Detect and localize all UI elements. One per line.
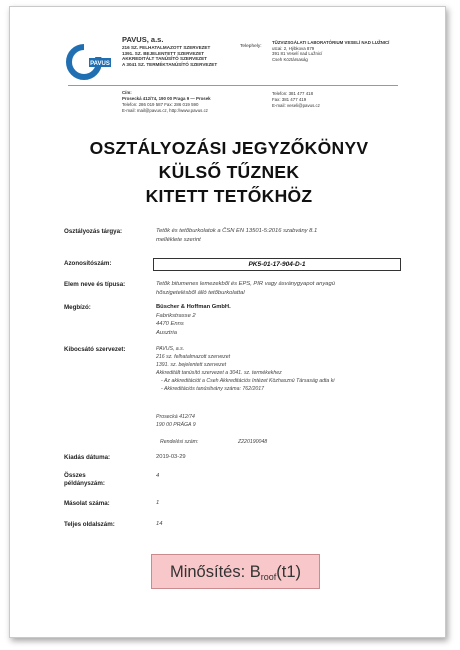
- company-line: 1391. SZ. BEJELENTETT SZERVEZET: [122, 50, 205, 56]
- subject-line: melléklete szerint: [156, 236, 201, 243]
- title-line-3: KITETT TETŐKHÖZ: [145, 186, 313, 206]
- subject-line: Tetők és tetőburkolatok a ČSN EN 13501-5:2016 szabvány 8.1: [156, 228, 318, 234]
- lab-block: [272, 40, 402, 62]
- id-label: Azonosítószám:: [64, 260, 112, 267]
- classification-suffix: (t1): [276, 563, 302, 581]
- client-line: 4470 Enns: [156, 321, 184, 327]
- item-line: Tetők bitumenes lemezekből és EPS, PIR vagy ásványgyapot anyagú: [156, 281, 335, 287]
- date-value: 2019-03-29: [156, 454, 186, 460]
- contact-line: Telefon: 286 019 587 Fax: 286 019 590: [122, 102, 199, 107]
- company-line: AKKREDITÁLT TANÚSÍTÓ SZERVEZET: [122, 56, 207, 62]
- item-value: [156, 280, 401, 297]
- issuer-value: [156, 345, 401, 393]
- document-page: [9, 6, 446, 638]
- subject-label: Osztályozás tárgya:: [64, 228, 123, 235]
- client-line: Ausztria: [156, 329, 177, 336]
- company-name: PAVUS, a.s.: [122, 35, 164, 44]
- issuer-line: PAVUS, a.s.: [156, 346, 185, 352]
- copy-number-value: 1: [156, 500, 160, 506]
- contact-line: Prosecká 412/74, 190 00 Praga 9 — Prosek: [122, 96, 211, 101]
- company-header: [122, 35, 292, 67]
- issuer-line: - Akkreditációs tanúsítvány száma: 762/2017: [161, 386, 265, 392]
- order-label: Rendelési szám:: [160, 439, 199, 445]
- company-line: 216 SZ. FELHATALMAZOTT SZERVEZET: [122, 45, 211, 50]
- contact-line: Telefon: 381 477 418: [272, 91, 314, 96]
- pages-value: 14: [156, 521, 163, 527]
- classification-sub: roof: [260, 572, 277, 582]
- issuer-address: [156, 413, 401, 429]
- contact-left: [122, 90, 292, 114]
- contact-line: Cím:: [122, 90, 132, 95]
- lab-address-line: utcai: 2, Hýbkova 879: [272, 45, 315, 51]
- copies-label-line: Összes: [64, 472, 86, 479]
- issuer-line: 216 sz. felhatalmazott szervezet: [156, 354, 231, 360]
- client-label: Megbízó:: [64, 304, 91, 311]
- lab-name: TŰZVIZSGÁLATI LABORATÓRIUM VESELÍ NAD LUŽNICÍ: [272, 40, 390, 45]
- pages-label: Teljes oldalszám:: [64, 521, 115, 528]
- client-line: Fabrikstrasse 2: [156, 312, 196, 319]
- company-line: A 3041 SZ. TERMÉKTANÚSÍTÓ SZERVEZET: [122, 61, 218, 67]
- item-label: Elem neve és típusa:: [64, 281, 126, 288]
- title-line-1: OSZTÁLYOZÁSI JEGYZŐKÖNYV: [89, 138, 369, 158]
- copy-number-label: Másolat száma:: [64, 500, 110, 507]
- issuer-address-line: 190 00 PRÁGA 9: [156, 422, 196, 428]
- issuer-line: Akkreditált tanúsító szervezet a 3041. sz. termékekhez: [156, 370, 282, 376]
- issuer-line: - Az akkreditációt a Cseh Akkreditációs Intézet Közhasznú Társaság adta ki: [161, 378, 335, 384]
- lab-address-line: Cseh Köztársaság: [272, 56, 308, 62]
- order-value: Z220190048: [238, 439, 268, 445]
- item-line: hőszigetelésből álló tetőburkolattal: [156, 289, 245, 296]
- id-value: PK5-01-17-904-D-1: [153, 258, 401, 271]
- issuer-line: 1391. sz. bejelentett szervezet: [156, 362, 227, 368]
- subject-value: [156, 227, 401, 244]
- client-name: Büscher & Hoffman GmbH.: [156, 304, 231, 310]
- issuer-label: Kibocsátó szervezet:: [64, 346, 126, 353]
- contact-line: Fax: 381 477 419: [272, 97, 307, 102]
- date-label: Kiadás dátuma:: [64, 454, 111, 461]
- contact-line: E-mail: mail@pavus.cz, http://www.pavus.cz: [122, 108, 208, 113]
- site-label: Telephely:: [240, 44, 262, 49]
- contact-line: E-mail: veseli@pavus.cz: [272, 103, 320, 108]
- contact-right: [272, 91, 402, 109]
- client-value: [156, 303, 401, 337]
- copies-value: 4: [156, 473, 160, 479]
- svg-text:PAVUS: PAVUS: [90, 61, 110, 67]
- copies-label-line: példányszám:: [64, 480, 105, 487]
- classification-badge: [151, 554, 320, 589]
- title-line-2: KÜLSŐ TŰZNEK: [158, 162, 300, 182]
- classification-prefix: Minősítés: B: [169, 563, 261, 581]
- lab-address-line: 391 81 Veselí nad Lužnicí: [272, 51, 323, 57]
- copies-label: [64, 472, 154, 488]
- issuer-address-line: Prosecká 412/74: [156, 414, 195, 420]
- pavus-logo: [65, 43, 111, 81]
- header-divider: [68, 85, 398, 86]
